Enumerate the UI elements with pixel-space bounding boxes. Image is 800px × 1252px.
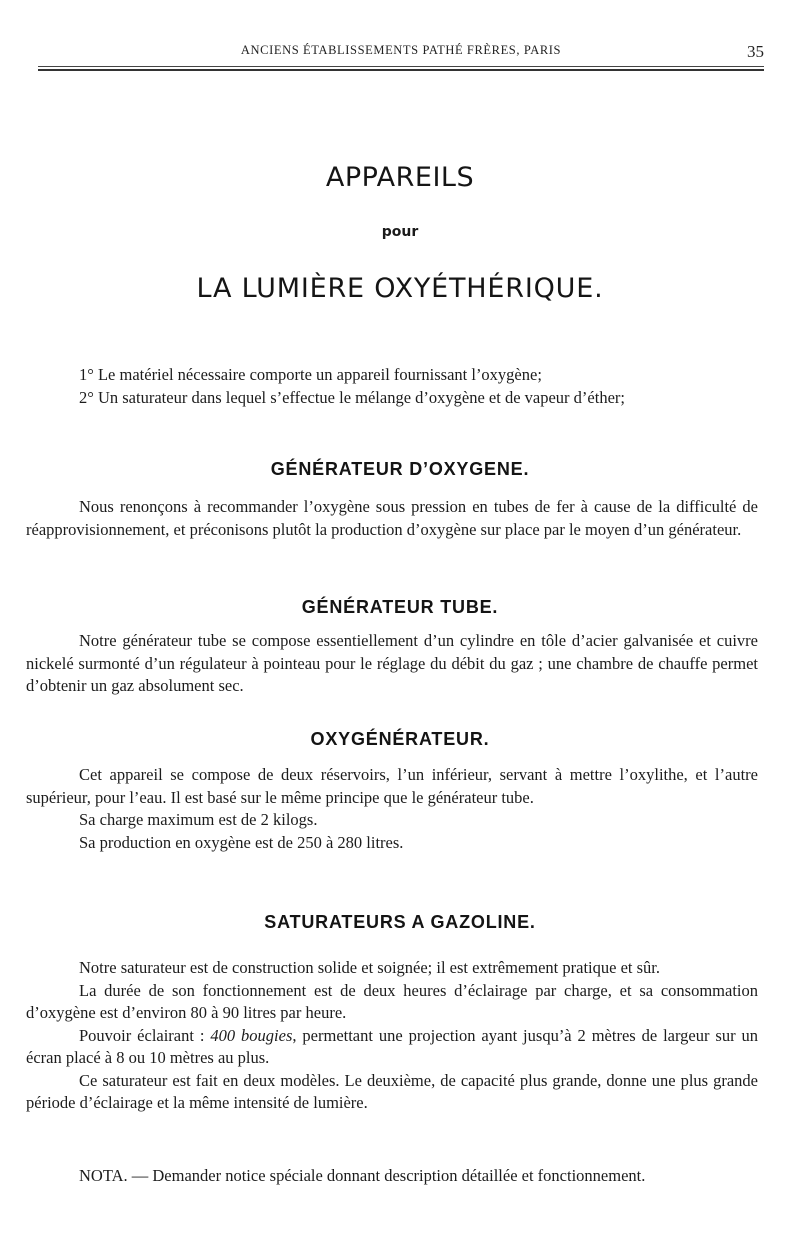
header-rule-thin [38, 66, 764, 67]
paragraph: La durée de son fonctionnement est de deux heures d’éclairage par charge, et sa consommation d’oxygène est d’environ 80 à 90 litres par heure. [26, 980, 758, 1022]
paragraph: Sa production en oxygène est de 250 à 280 litres. [79, 832, 404, 852]
paragraph: Ce saturateur est fait en deux modèles. Le deuxième, de capacité plus grande, donne une plus grande période d’éclairage et la même intensité de lumière. [26, 1070, 758, 1112]
running-head [38, 43, 764, 63]
header-rule-thick [38, 69, 764, 71]
page-subtitle: LA LUMIÈRE OXYÉTHÉRIQUE. [196, 273, 604, 304]
text-run: Pouvoir éclairant : [79, 1025, 211, 1045]
section-body-oxygenerateur [26, 764, 758, 854]
title-connector: pour [381, 224, 419, 240]
emphasis-bougies: 400 bougies [210, 1025, 293, 1045]
paragraph: Notre générateur tube se compose essentiellement d’un cylindre en tôle d’acier galvanisée et cuivre nickelé surmonté d’un régulateur à pointeau pour le réglage du débit du gaz ; une chambre de chauffe permet d’obtenir un gaz absolument sec. [26, 631, 758, 695]
page-title: APPAREILS [325, 162, 475, 193]
paragraph: Nous renonçons à recommander l’oxygène sous pression en tubes de fer à cause de la difficulté de réapprovisionnement, et préconisons plutôt la production d’oxygène sur place par le moyen d’un générateur. [26, 497, 758, 539]
section-heading-oxygenerateur: OXYGÉNÉRATEUR. [310, 729, 490, 749]
page-number: 35 [747, 42, 764, 61]
section-body-generateur-oxygene [26, 496, 758, 541]
intro-block [26, 364, 758, 409]
section-body-saturateurs-gazoline [26, 957, 758, 1115]
nota-block [26, 1165, 758, 1188]
intro-item-1: 1° Le matériel nécessaire comporte un appareil fournissant l’oxygène; [79, 365, 542, 384]
section-heading-generateur-oxygene: GÉNÉRATEUR D’OXYGENE. [270, 459, 530, 479]
paragraph: Sa charge maximum est de 2 kilogs. [79, 810, 318, 829]
paragraph: Notre saturateur est de construction solide et soignée; il est extrêmement pratique et sûr. [79, 958, 660, 977]
intro-item-2: 2° Un saturateur dans lequel s’effectue le mélange d’oxygène et de vapeur d’éther; [79, 387, 625, 407]
section-heading-saturateurs-gazoline: SATURATEURS A GAZOLINE. [264, 912, 536, 932]
running-title: ANCIENS ÉTABLISSEMENTS PATHÉ FRÈRES, PARIS [240, 43, 562, 57]
nota-note: NOTA. — Demander notice spéciale donnant description détaillée et fonctionnement. [79, 1166, 646, 1185]
paragraph-pouvoir-eclairant [26, 1025, 758, 1070]
section-heading-generateur-tube: GÉNÉRATEUR TUBE. [301, 597, 499, 617]
section-body-generateur-tube [26, 630, 758, 698]
paragraph: Cet appareil se compose de deux réservoirs, l’un inférieur, servant à mettre l’oxylithe, et l’autre supérieur, pour l’eau. Il est basé sur le même principe que le générateur tube. [26, 765, 758, 807]
text-run: , permettant une projection ayant jusqu’à 2 mètres de largeur sur un écran placé à 8 ou 10 mètres au plus. [26, 1025, 758, 1067]
